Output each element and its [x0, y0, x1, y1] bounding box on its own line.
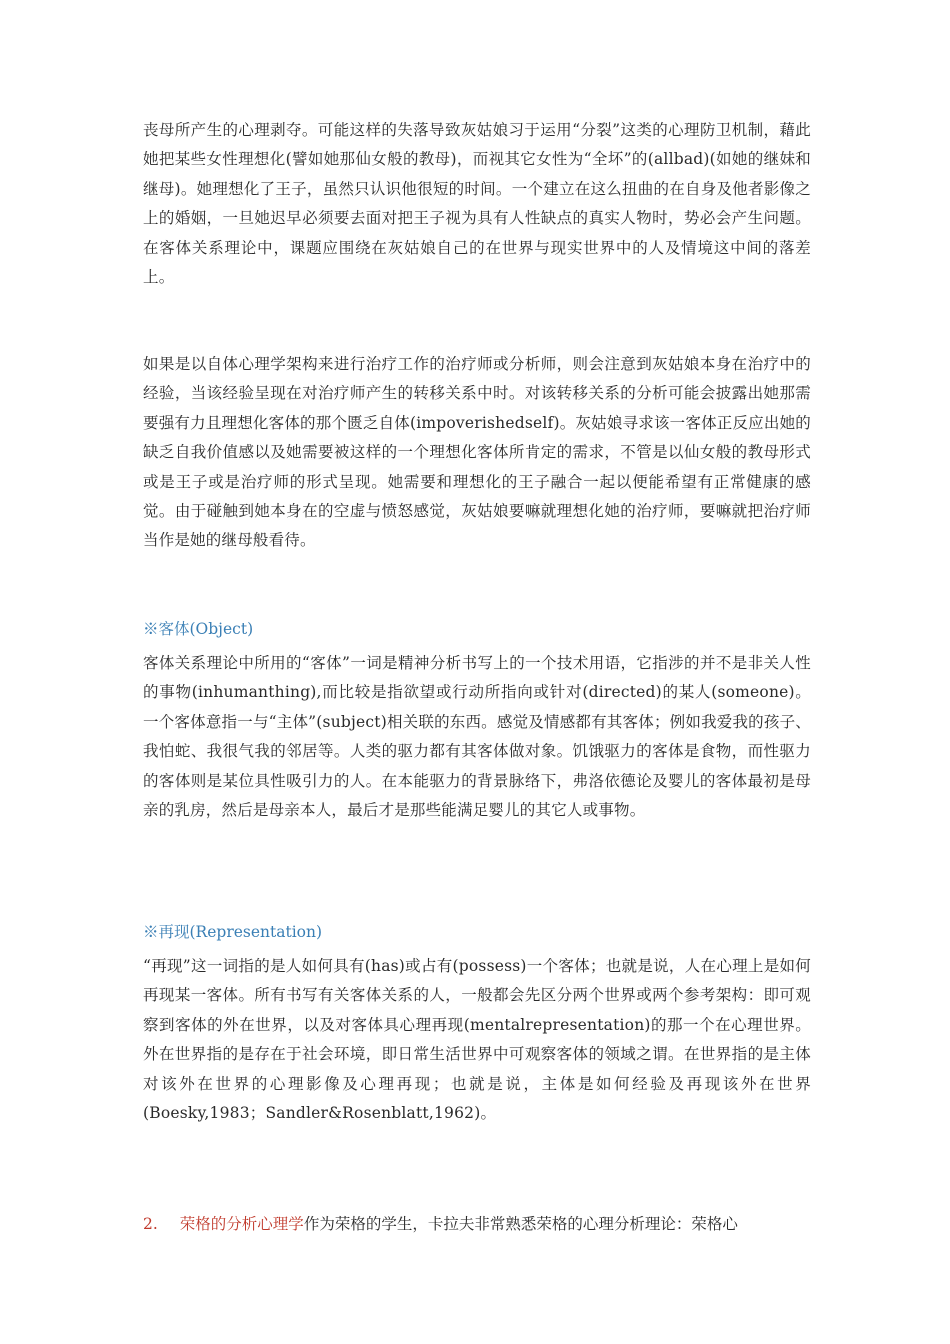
paragraph-object-definition: 客体关系理论中所用的“客体”一词是精神分析书写上的一个技术用语，它指涉的并不是非关人性的事物(inhumanthing),而比较是指欲望或行动所指向或针对(directed)的某人(someone)。一个客体意指一与“主体”(subject)相关联的东西。感觉及情感都有其客体；例如我爱我的孩子、我怕蛇、我很气我的邻居等。人类的驱力都有其客体做对象。饥饿驱力的客体是食物，而性驱力的客体则是某位具性吸引力的人。在本能驱力的背景脉络下，弗洛依德论及婴儿的客体最初是母亲的乳房，然后是母亲本人，最后才是那些能满足婴儿的其它人或事物。 [143, 654, 811, 820]
paragraph-self-psychology: 如果是以自体心理学架构来进行治疗工作的治疗师或分析师，则会注意到灰姑娘本身在治疗中的经验，当该经验呈现在对治疗师产生的转移关系中时。对该转移关系的分析可能会披露出她那需要强有力且理想化客体的那个匮乏自体(impoverishedself)。灰姑娘寻求该一客体正反应出她的缺乏自我价值感以及她需要被这样的一个理想化客体所肯定的需求，不管是以仙女般的教母形式或是王子或是治疗师的形式呈现。她需要和理想化的王子融合一起以便能希望有正常健康的感觉。由于碰触到她本身在的空虚与愤怒感觉，灰姑娘要嘛就理想化她的治疗师，要嘛就把治疗师当作是她的继母般看待。 [143, 355, 811, 550]
section-heading-jung: 荣格的分析心理学 [179, 1214, 304, 1233]
section-heading-representation: ※再现(Representation) [143, 923, 323, 941]
paragraph-representation-definition: “再现”这一词指的是人如何具有(has)或占有(possess)一个客体；也就是说，人在心理上是如何再现某一客体。所有书写有关客体关系的人，一般都会先区分两个世界或两个参考架构：即可观察到客体的外在世界，以及对客体具心理再现(mentalrepresentation)的那一个在心理世界。外在世界指的是存在于社会环境，即日常生活世界中可观察客体的领域之谓。在世界指的是主体对该外在世界的心理影像及心理再现；也就是说，主体是如何经验及再现该外在世界(Boesky,1983；Sandler&Rosenblatt,1962)。 [143, 957, 811, 1123]
section-heading-object: ※客体(Object) [143, 620, 254, 638]
section-number: 2. [143, 1214, 158, 1233]
paragraph-jung-analytic-psychology [143, 1210, 811, 1239]
paragraph-cinderella-splitting: 丧母所产生的心理剥夺。可能这样的失落导致灰姑娘习于运用“分裂”这类的心理防卫机制，藉此她把某些女性理想化(譬如她那仙女般的教母)，而视其它女性为“全坏”的(allbad)(如她的继妹和继母)。她理想化了王子，虽然只认识他很短的时间。一个建立在这么扭曲的在自身及他者影像之上的婚姻，一旦她迟早必须要去面对把王子视为具有人性缺点的真实人物时，势必会产生问题。在客体关系理论中，课题应围绕在灰姑娘自己的在世界与现实世界中的人及情境这中间的落差上。 [143, 121, 811, 287]
section-text-jung: 作为荣格的学生，卡拉夫非常熟悉荣格的心理分析理论：荣格心 [303, 1214, 738, 1233]
